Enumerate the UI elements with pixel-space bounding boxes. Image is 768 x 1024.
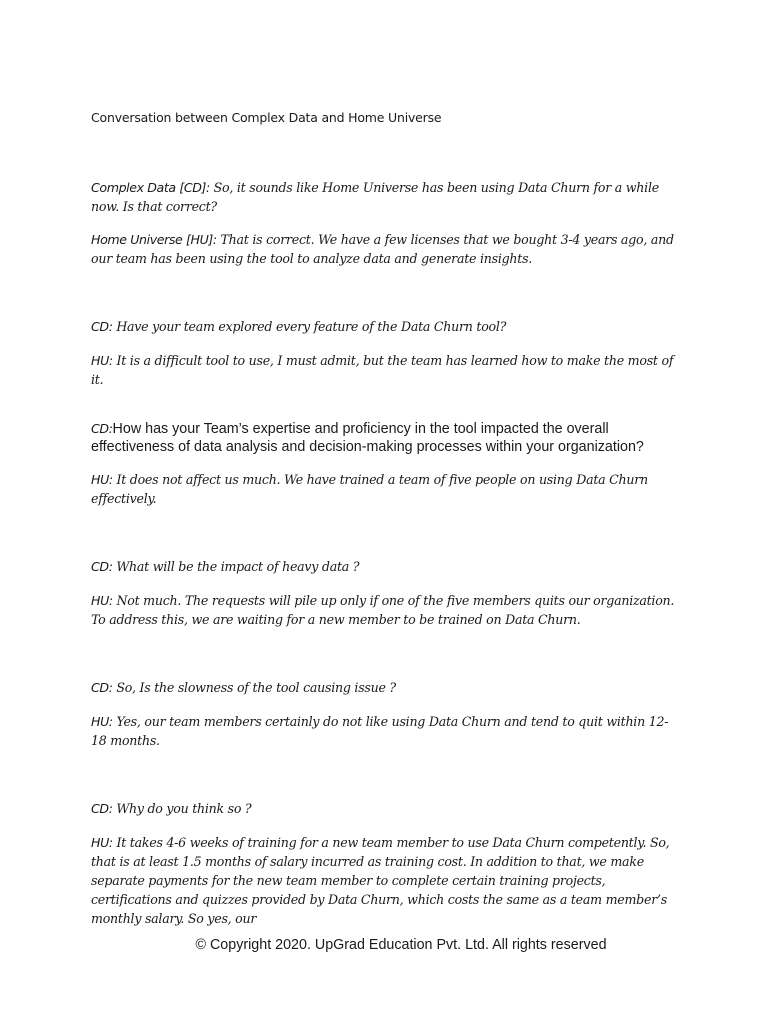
exchange-hu-quit xyxy=(91,712,681,750)
speaker-label: HU: xyxy=(91,593,113,608)
speaker-label: Home Universe [HU]: xyxy=(91,232,217,247)
message-text: Yes, our team members certainly do not like using Data Churn and tend to quit within 12-18 months. xyxy=(91,714,669,748)
speaker-label: HU: xyxy=(91,835,113,850)
message-text: It is a difficult tool to use, I must admit, but the team has learned how to make the most of it. xyxy=(91,353,674,387)
document-title: Conversation between Complex Data and Home Universe xyxy=(91,110,442,125)
speaker-label: CD: xyxy=(91,801,113,816)
speaker-label: CD: xyxy=(91,421,113,436)
exchange-hu-requests xyxy=(91,591,681,629)
exchange-cd-features xyxy=(91,317,681,336)
exchange-home-universe-intro xyxy=(91,230,681,268)
speaker-label: HU: xyxy=(91,472,113,487)
exchange-cd-why xyxy=(91,799,681,818)
exchange-complex-data-intro xyxy=(91,178,681,216)
message-text: That is correct. We have a few licenses that we bought 3-4 years ago, and our team has been using the tool to analyze data and generate insights. xyxy=(91,232,674,266)
speaker-label: HU: xyxy=(91,714,113,729)
message-text: Have your team explored every feature of the Data Churn tool? xyxy=(116,319,507,334)
exchange-cd-heavy-data xyxy=(91,557,681,576)
exchange-hu-difficult xyxy=(91,351,681,389)
message-text: Why do you think so ? xyxy=(116,801,252,816)
speaker-label: Complex Data [CD]: xyxy=(91,180,210,195)
speaker-label: CD: xyxy=(91,680,113,695)
message-text: So, it sounds like Home Universe has been using Data Churn for a while now. Is that correct? xyxy=(91,180,659,214)
message-text: Not much. The requests will pile up only if one of the five members quits our organization. To address this, we are waiting for a new member to be trained on Data Churn. xyxy=(91,593,675,627)
speaker-label: HU: xyxy=(91,353,113,368)
speaker-label: CD: xyxy=(91,319,113,334)
speaker-label: CD: xyxy=(91,559,113,574)
message-text: It takes 4-6 weeks of training for a new team member to use Data Churn competently. So, that is at least 1.5 months of salary incurred as training cost. In addition to that, we make separate payments for the new team member to complete certain training projects, certifications and quizzes provided by Data Churn, which costs the same as a team member’s monthly salary. So yes, our xyxy=(91,835,670,926)
message-text: It does not affect us much. We have trained a team of five people on using Data Churn effectively. xyxy=(91,472,648,506)
copyright-footer: © Copyright 2020. UpGrad Education Pvt. Ltd. All rights reserved xyxy=(195,937,607,953)
exchange-hu-trained xyxy=(91,470,681,508)
message-text: What will be the impact of heavy data ? xyxy=(116,559,360,574)
exchange-cd-slowness xyxy=(91,678,681,697)
exchange-cd-expertise xyxy=(91,420,681,456)
message-text: How has your Team’s expertise and proficiency in the tool impacted the overall effectiveness of data analysis and decision-making processes within your organization? xyxy=(91,421,644,455)
exchange-hu-training-cost xyxy=(91,833,681,928)
message-text: So, Is the slowness of the tool causing issue ? xyxy=(116,680,396,695)
